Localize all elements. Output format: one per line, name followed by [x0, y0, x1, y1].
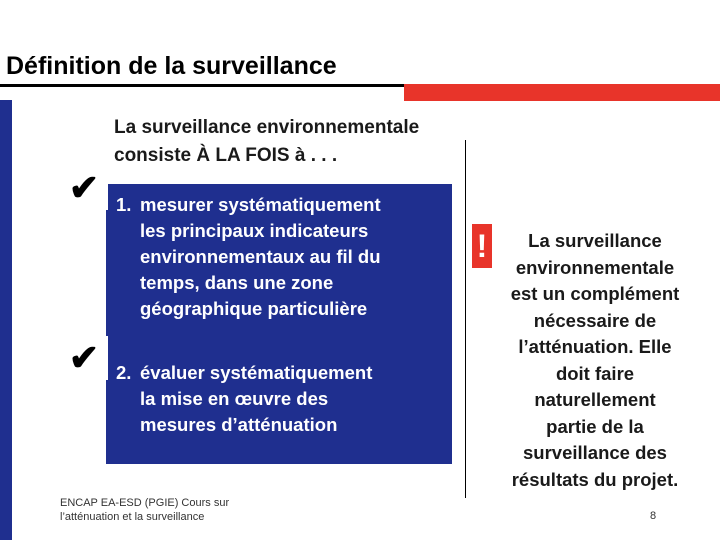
- intro-line-2: consiste À LA FOIS à . . .: [114, 145, 338, 166]
- divider-line: [465, 140, 466, 498]
- list-item-1: [116, 192, 381, 322]
- side-note-line-3: est un complément: [510, 283, 680, 304]
- list-item-1-line-5: géographique particulière: [140, 298, 368, 319]
- side-note-line-1: La surveillance: [528, 230, 662, 251]
- side-note: [484, 228, 706, 493]
- check-mark-icon: ✔: [60, 336, 108, 380]
- list-item-1-line-1: mesurer systématiquement: [140, 194, 381, 215]
- side-note-line-9: surveillance des: [523, 442, 667, 463]
- list-item-1-line-4: temps, dans une zone: [140, 272, 334, 293]
- title-rule: [0, 84, 720, 101]
- side-note-line-7: naturellement: [534, 389, 656, 410]
- list-item-2-line-3: mesures d’atténuation: [140, 414, 338, 435]
- list-item-2-line-2: la mise en œuvre des: [140, 388, 329, 409]
- side-note-line-4: nécessaire de: [533, 309, 657, 331]
- list-item-2: [116, 360, 372, 438]
- footer-text: [60, 496, 229, 524]
- side-note-line-2: environnementale: [515, 256, 675, 278]
- side-note-line-5: l’atténuation. Elle: [518, 336, 672, 357]
- title-red-block: [404, 84, 720, 101]
- exclamation-icon: !: [472, 224, 492, 268]
- side-note-line-8: partie de la: [546, 415, 644, 437]
- list-item-2-line-1: évaluer systématiquement: [140, 362, 373, 383]
- side-note-line-6: doit faire: [555, 362, 635, 384]
- intro-line-1: La surveillance environnementale: [114, 117, 420, 138]
- check-mark-icon: ✔: [60, 166, 108, 210]
- left-accent-bar: [0, 100, 12, 540]
- slide-title: Définition de la surveillance: [6, 52, 337, 80]
- footer-line-2: l’atténuation et la surveillance: [60, 511, 205, 523]
- list-item-1-line-3: environnementaux au fil du: [140, 246, 381, 267]
- side-note-line-10: résultats du projet.: [511, 468, 679, 490]
- list-item-2-number: 2.: [116, 362, 132, 383]
- page-number: 8: [650, 510, 657, 522]
- footer-line-1: ENCAP EA-ESD (PGIE) Cours sur: [60, 497, 230, 509]
- list-item-1-line-2: les principaux indicateurs: [140, 220, 369, 241]
- list-item-1-number: 1.: [116, 194, 132, 215]
- intro-text: [114, 114, 419, 170]
